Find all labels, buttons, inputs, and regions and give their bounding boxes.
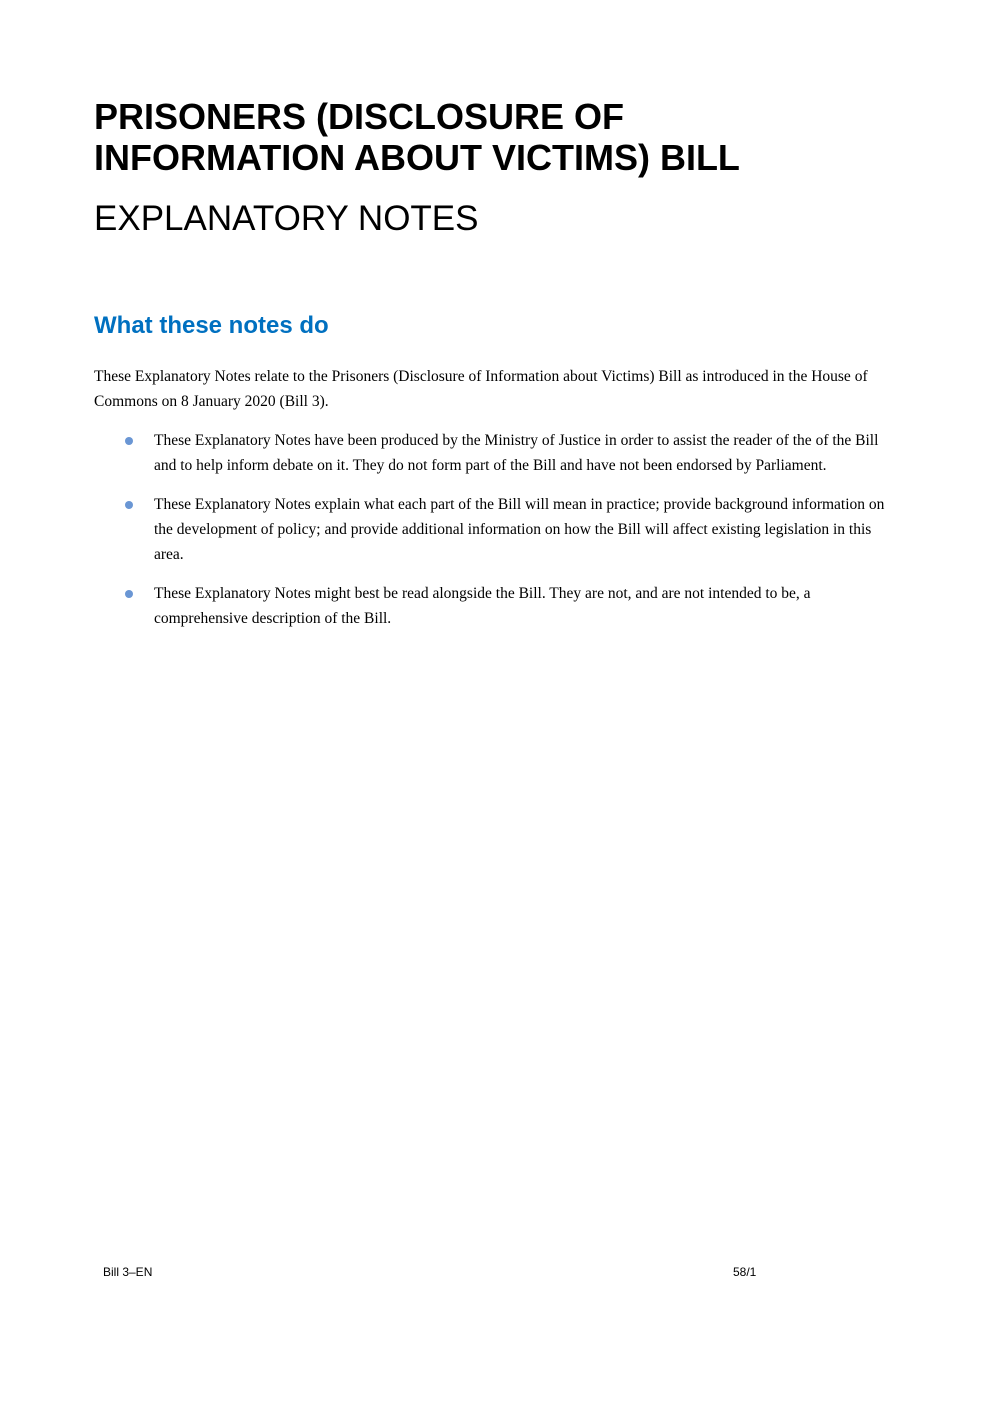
bullet-text: These Explanatory Notes might best be read alongside the Bill. They are not, and are not intended to be, a comprehensive description of the Bill. bbox=[154, 585, 811, 627]
section-heading: What these notes do bbox=[94, 312, 329, 339]
document-subtitle: EXPLANATORY NOTES bbox=[94, 199, 479, 238]
bullet-text: These Explanatory Notes explain what each part of the Bill will mean in practice; provide background information on the development of policy; and provide additional information on how the Bill will affect existing legislation in this area. bbox=[154, 496, 885, 563]
bullet-dot-icon bbox=[125, 501, 133, 509]
document-title bbox=[94, 96, 914, 178]
bullet-item bbox=[94, 581, 904, 631]
bullet-item bbox=[94, 428, 904, 478]
bullet-dot-icon bbox=[125, 590, 133, 598]
title-line-1: PRISONERS (DISCLOSURE OF bbox=[94, 96, 625, 137]
intro-paragraph: These Explanatory Notes relate to the Prisoners (Disclosure of Information about Victims) Bill as introduced in the House of Commons on 8 January 2020 (Bill 3). bbox=[94, 368, 868, 410]
bullet-item bbox=[94, 492, 904, 567]
footer-bill-reference: Bill 3–EN bbox=[103, 1265, 153, 1279]
title-line-2: INFORMATION ABOUT VICTIMS) BILL bbox=[94, 137, 740, 178]
bullet-list bbox=[94, 428, 904, 645]
bullet-text: These Explanatory Notes have been produced by the Ministry of Justice in order to assist the reader of the of the Bill and to help inform debate on it. They do not form part of the Bill and have not been endorsed by Parliament. bbox=[154, 432, 879, 474]
bullet-dot-icon bbox=[125, 437, 133, 445]
footer-page-code: 58/1 bbox=[733, 1265, 757, 1279]
